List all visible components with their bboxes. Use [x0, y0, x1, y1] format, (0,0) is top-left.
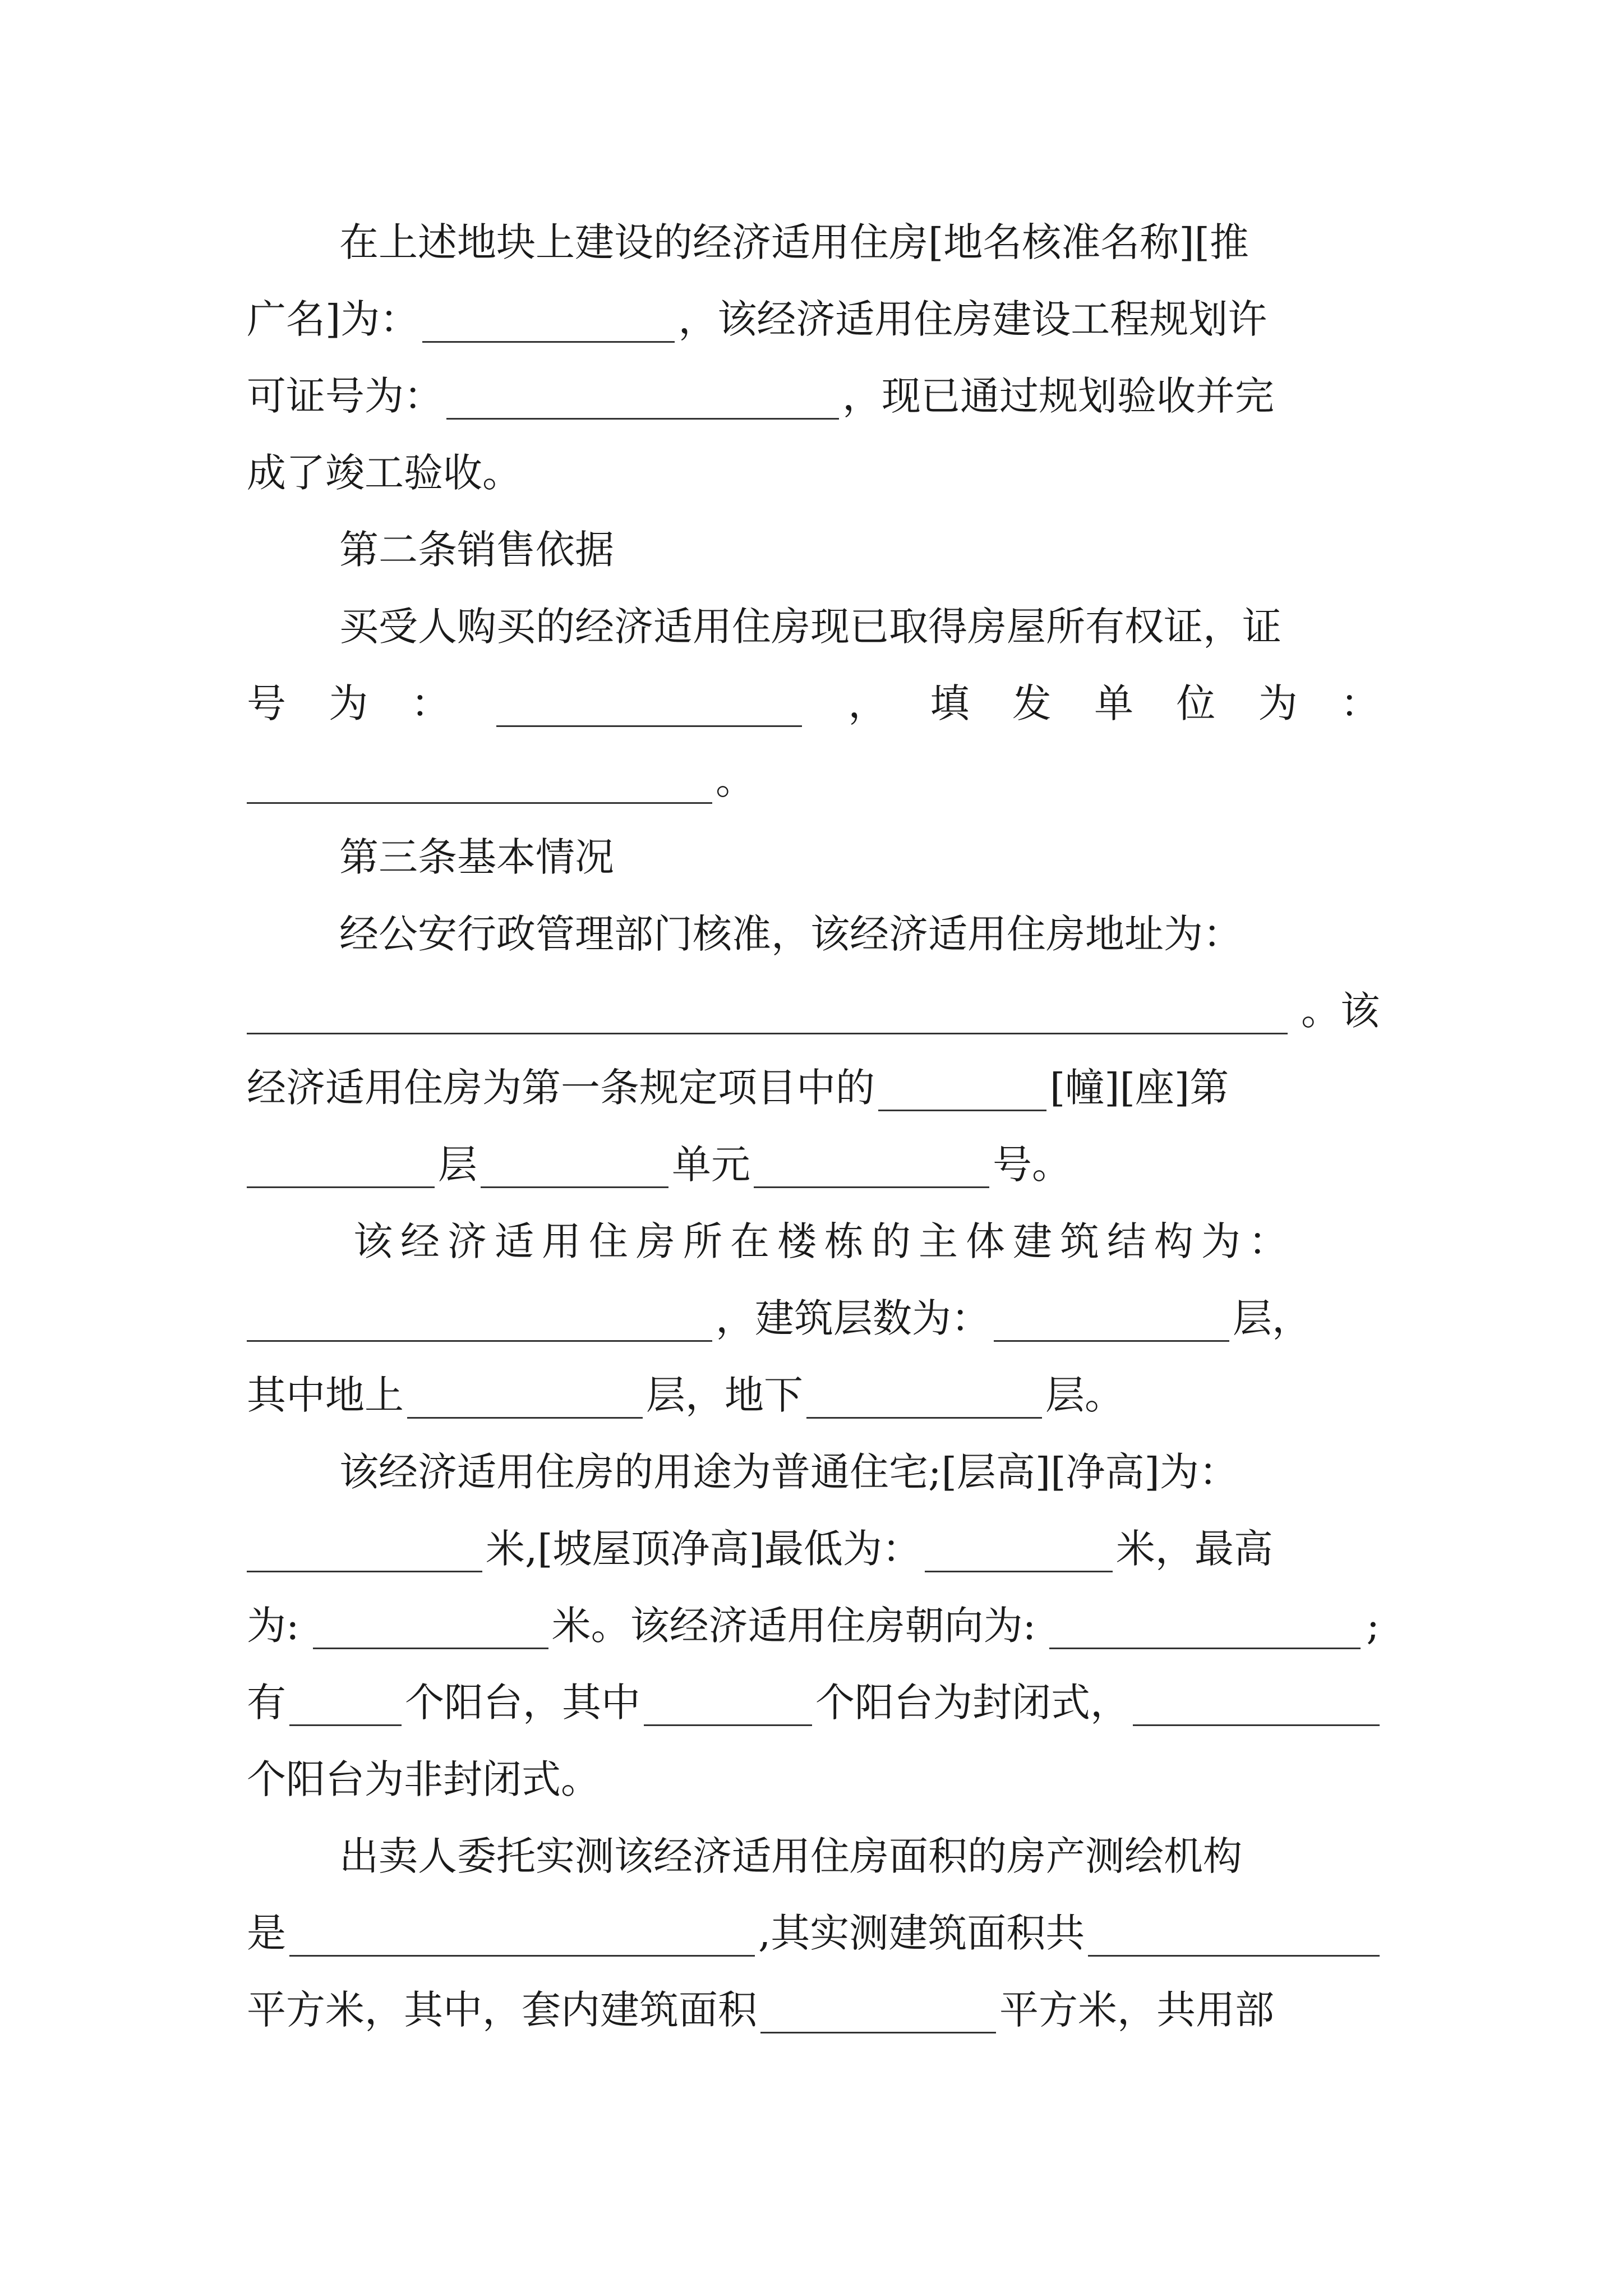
- text: 有: [247, 1680, 286, 1726]
- text-line: [353, 1211, 1380, 1272]
- blank-field: [247, 763, 712, 804]
- text: [幢][座]第: [1050, 1065, 1229, 1111]
- blank-field: [247, 1532, 482, 1572]
- blank-field: [481, 1148, 668, 1188]
- blank-field: [496, 687, 802, 727]
- text-line: [247, 288, 1380, 350]
- text: 是: [247, 1910, 286, 1956]
- blank-field: [289, 1916, 755, 1957]
- text: 经济适用住房为第一条规定项目中的: [247, 1065, 875, 1111]
- text: 号: [247, 680, 286, 726]
- text: 出卖人委托实测该经济适用住房面积的房产测绘机构: [339, 1833, 1242, 1879]
- text: 为: [329, 680, 368, 726]
- blank-field: [289, 1686, 402, 1726]
- text-line: [247, 673, 1380, 734]
- text-line: [247, 1672, 1380, 1733]
- text-line: [247, 1518, 1380, 1580]
- text: ;: [1366, 1603, 1380, 1649]
- text: 填: [930, 680, 970, 726]
- blank-field: [247, 1301, 712, 1342]
- text-line: [339, 211, 1380, 273]
- blank-field: [925, 1532, 1113, 1572]
- text-line: [247, 1364, 1380, 1426]
- blank-field: [247, 1148, 435, 1188]
- text: 平方米，其中，套内建筑面积: [247, 1987, 757, 2033]
- text: 层: [438, 1142, 477, 1188]
- blank-field: [446, 379, 839, 420]
- text: ，现已通过规划验收并完: [842, 373, 1274, 419]
- text-line: [247, 1134, 1380, 1195]
- text: 为:: [247, 1603, 299, 1649]
- blank-field: [994, 1301, 1229, 1342]
- text-line: [247, 442, 1380, 504]
- text: 米，最高: [1115, 1526, 1273, 1572]
- text: 买受人购买的经济适用住房现已取得房屋所有权证，证: [339, 604, 1281, 650]
- text: 层，地下: [646, 1372, 803, 1418]
- text-line: [247, 365, 1380, 427]
- text: 单: [1094, 680, 1134, 726]
- blank-field: [422, 302, 675, 343]
- section-heading: [339, 826, 1380, 888]
- blank-field: [247, 994, 1288, 1034]
- blank-field: [1133, 1686, 1380, 1726]
- text: ，建筑层数为：: [716, 1295, 990, 1341]
- text: 平方米，共用部: [999, 1987, 1274, 2033]
- text: 其中地上: [247, 1372, 404, 1418]
- text-line: [339, 1441, 1380, 1503]
- blank-field: [313, 1609, 548, 1649]
- text: 个阳台为非封闭式。: [247, 1756, 600, 1802]
- heading-text: 第二条销售依据: [339, 527, 614, 573]
- text: 米,[坡屋顶净高]最低为：: [486, 1526, 921, 1572]
- text-line: [339, 1825, 1380, 1887]
- text-line: [339, 903, 1380, 965]
- text: 米。该经济适用住房朝向为:: [551, 1603, 1036, 1649]
- text: ,其实测建筑面积共: [758, 1910, 1085, 1956]
- text: 层。: [1045, 1372, 1124, 1418]
- text-line: [247, 1749, 1380, 1810]
- text-line: [247, 1595, 1380, 1657]
- text: 号。: [993, 1142, 1071, 1188]
- text: 在上述地块上建设的经济适用住房[地名核准名称][推: [339, 219, 1249, 265]
- blank-field: [806, 1378, 1042, 1419]
- blank-field: [754, 1148, 989, 1188]
- text: 层，: [1233, 1295, 1311, 1341]
- blank-field: [407, 1378, 643, 1419]
- text: 该经济适用住房所在楼栋的主体建筑结构为：: [353, 1218, 1295, 1264]
- blank-field: [760, 1993, 996, 2033]
- text-line: [247, 1979, 1380, 2041]
- text-line: [247, 980, 1380, 1042]
- text: 广名]为：: [247, 296, 419, 342]
- blank-field: [1088, 1916, 1380, 1957]
- text: ，: [848, 680, 888, 726]
- text: 个阳台为封闭式，: [815, 1680, 1129, 1726]
- blank-field: [644, 1686, 812, 1726]
- blank-field: [878, 1071, 1046, 1111]
- text: 该经济适用住房的用途为普通住宅;[层高][净高]为：: [339, 1449, 1238, 1495]
- text: 为: [1258, 680, 1298, 726]
- section-heading: [339, 519, 1380, 581]
- text: ：: [1340, 680, 1380, 726]
- text: 单元: [672, 1142, 750, 1188]
- text: 。该: [1301, 988, 1380, 1034]
- text-line: [247, 1287, 1380, 1349]
- text: 个阳台，其中: [405, 1680, 640, 1726]
- blank-field: [1049, 1609, 1361, 1649]
- text-line: [247, 1902, 1380, 1964]
- text-line: [339, 596, 1380, 657]
- text: 经公安行政管理部门核准，该经济适用住房地址为：: [339, 911, 1242, 957]
- text-line: [247, 1057, 1380, 1119]
- text: ：: [411, 680, 450, 726]
- text: 可证号为：: [247, 373, 443, 419]
- text: 发: [1012, 680, 1052, 726]
- text: 位: [1176, 680, 1216, 726]
- heading-text: 第三条基本情况: [339, 834, 614, 880]
- text: 成了竣工验收。: [247, 450, 522, 496]
- text: ，该经济适用住房建设工程规划许: [678, 296, 1267, 342]
- text-line: [247, 749, 1380, 811]
- text: 。: [716, 757, 755, 803]
